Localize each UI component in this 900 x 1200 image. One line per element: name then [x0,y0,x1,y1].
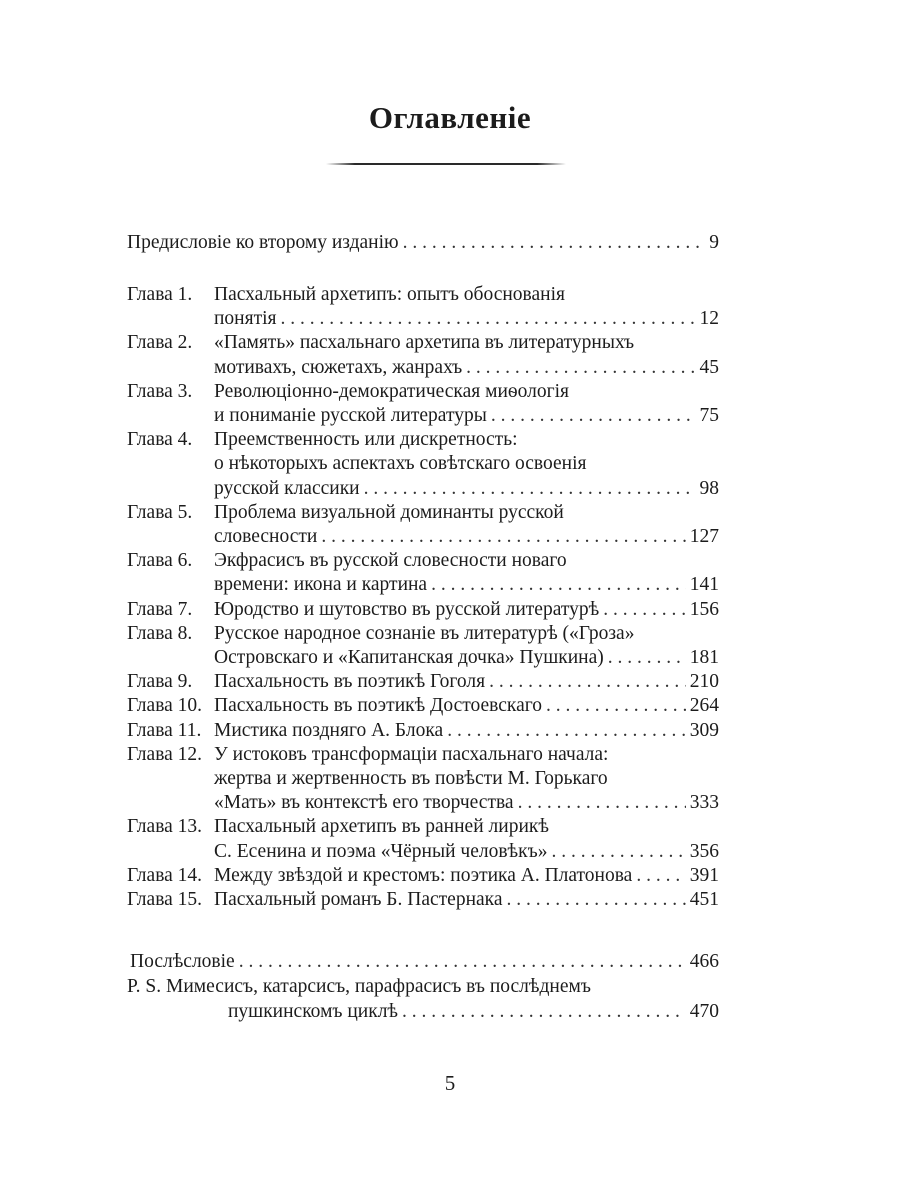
toc-line [127,283,719,307]
leader-dots [281,307,696,331]
toc-entry-text: пушкинскомъ циклѣ [228,1001,399,1022]
toc-line [127,477,719,501]
toc-line [127,452,719,476]
chapter-label: Глава 12. [127,744,203,765]
chapter-label: Глава 6. [127,550,193,571]
chapter-label: Глава 1. [127,284,193,305]
toc-entry-text: Пасхальность въ поэтикѣ Достоевскаго [214,695,543,716]
toc-page-ref: 98 [699,478,719,499]
toc-line [127,888,719,912]
toc-line [228,1000,719,1024]
toc-page-ref: 264 [689,695,719,716]
leader-dots [447,719,686,743]
toc-entry-text: Пасхальный романъ Б. Пастернака [214,889,503,910]
chapter-label: Глава 2. [127,332,193,353]
leader-dots [608,646,686,670]
toc-line [127,670,719,694]
toc-entry-text: Между звѣздой и крестомъ: поэтика А. Платонова [214,865,633,886]
toc-page-ref: 156 [689,599,719,620]
toc-entry-text: Проблема визуальной доминанты русской [214,502,564,523]
toc-line [127,864,719,888]
toc-line [127,975,719,999]
chapter-label: Глава 10. [127,695,203,716]
toc-page-ref: 141 [689,574,719,595]
toc-page-ref: 309 [689,720,719,741]
leader-dots [603,598,686,622]
toc-line [127,380,719,404]
toc-line [127,646,719,670]
toc-page-ref: 12 [699,308,719,329]
chapter-label: Глава 15. [127,889,203,910]
chapter-label: Глава 13. [127,816,203,837]
toc-entry-text: С. Есенина и поэма «Чёрный человѣкъ» [214,841,548,862]
toc-entry-text: Мистика поздняго А. Блока [214,720,444,741]
toc-line [127,231,719,255]
toc-line [127,622,719,646]
chapter-label: Глава 8. [127,623,193,644]
toc-line [127,743,719,767]
toc-line [127,573,719,597]
toc-entry-text: Пасхальный архетипъ: опытъ обоснованія [214,284,565,305]
leader-dots [551,840,685,864]
toc-entry-text: и пониманіе русской литературы [214,405,487,426]
toc-entry-text: Островскаго и «Капитанская дочка» Пушкина) [214,647,604,668]
leader-dots [466,356,695,380]
leader-dots [491,404,696,428]
leader-dots [546,694,686,718]
toc-page-ref: 127 [689,526,719,547]
toc-entry-text: Революціонно-демократическая миѳологія [214,381,569,402]
leader-dots [364,477,696,501]
toc-page-ref: 181 [689,647,719,668]
leader-dots [636,864,685,888]
title-divider [326,163,566,165]
toc-line [127,598,719,622]
chapter-label: Глава 9. [127,671,193,692]
toc-entry-text: словесности [214,526,318,547]
leader-dots [507,888,686,912]
toc-page-ref: 210 [689,671,719,692]
toc-page-ref: 75 [699,405,719,426]
toc-entry-text: жертва и жертвенность въ повѣсти М. Горькаго [214,768,608,789]
chapter-label: Глава 4. [127,429,193,450]
toc-line [127,840,719,864]
chapter-label: Глава 3. [127,381,193,402]
toc-page-ref: 333 [689,792,719,813]
toc-line [127,767,719,791]
toc-line [127,815,719,839]
leader-dots [321,525,685,549]
leader-dots [489,670,686,694]
leader-dots [518,791,686,815]
toc-entry-text: понятія [214,308,277,329]
toc-entry-text: Русское народное сознаніе въ литературѣ («Гроза» [214,623,635,644]
toc-page-ref: 466 [689,951,719,972]
toc-page-ref: 45 [699,357,719,378]
toc-entry-text: мотивахъ, сюжетахъ, жанрахъ [214,357,463,378]
toc-line [127,791,719,815]
toc-page-ref: 356 [689,841,719,862]
chapter-label: Глава 5. [127,502,193,523]
toc-page-ref: 391 [689,865,719,886]
toc-entry-text: Пасхальный архетипъ въ ранней лирикѣ [214,816,549,837]
toc-entry-text: Пасхальность въ поэтикѣ Гоголя [214,671,486,692]
toc-entry-text: «Мать» въ контекстѣ его творчества [214,792,514,813]
toc-entry-text: У истоковъ трансформаціи пасхальнаго начала: [214,744,609,765]
chapter-label: Глава 7. [127,599,193,620]
toc-entry-text: Послѣсловіе [130,951,235,972]
toc-entry-text: русской классики [214,478,360,499]
page-title: Оглавленіе [368,100,532,135]
toc-line [127,404,719,428]
page-number: 5 [444,1071,456,1095]
toc-page-ref: 470 [689,1001,719,1022]
chapter-label: Глава 11. [127,720,202,741]
toc-entry-text: Юродство и шутовство въ русской литературѣ [214,599,600,620]
toc-entry-text: Преемственность или дискретность: [214,429,518,450]
toc-entry-text: времени: икона и картина [214,574,428,595]
chapter-label: Глава 14. [127,865,203,886]
toc-line [127,501,719,525]
toc-line [127,549,719,573]
toc-line [127,356,719,380]
toc-entry-text: Предисловіе ко второму изданію [127,232,399,253]
leader-dots [403,231,706,255]
toc-entry-text: P. S. Мимесисъ, катарсисъ, парафрасисъ въ послѣднемъ [127,976,591,997]
toc-page-ref: 451 [689,889,719,910]
toc-line [127,331,719,355]
toc-line [130,950,719,974]
toc-page-ref: 9 [709,232,719,253]
toc-line [127,694,719,718]
toc-line [127,428,719,452]
toc-line [127,719,719,743]
toc-line [127,525,719,549]
leader-dots [239,950,686,974]
toc-entry-text: «Память» пасхальнаго архетипа въ литературныхъ [214,332,635,353]
toc-entry-text: Экфрасисъ въ русской словесности новаго [214,550,567,571]
toc-entry-text: о нѣкоторыхъ аспектахъ совѣтскаго освоенія [214,453,587,474]
leader-dots [402,1000,686,1024]
leader-dots [431,573,686,597]
toc-line [127,307,719,331]
